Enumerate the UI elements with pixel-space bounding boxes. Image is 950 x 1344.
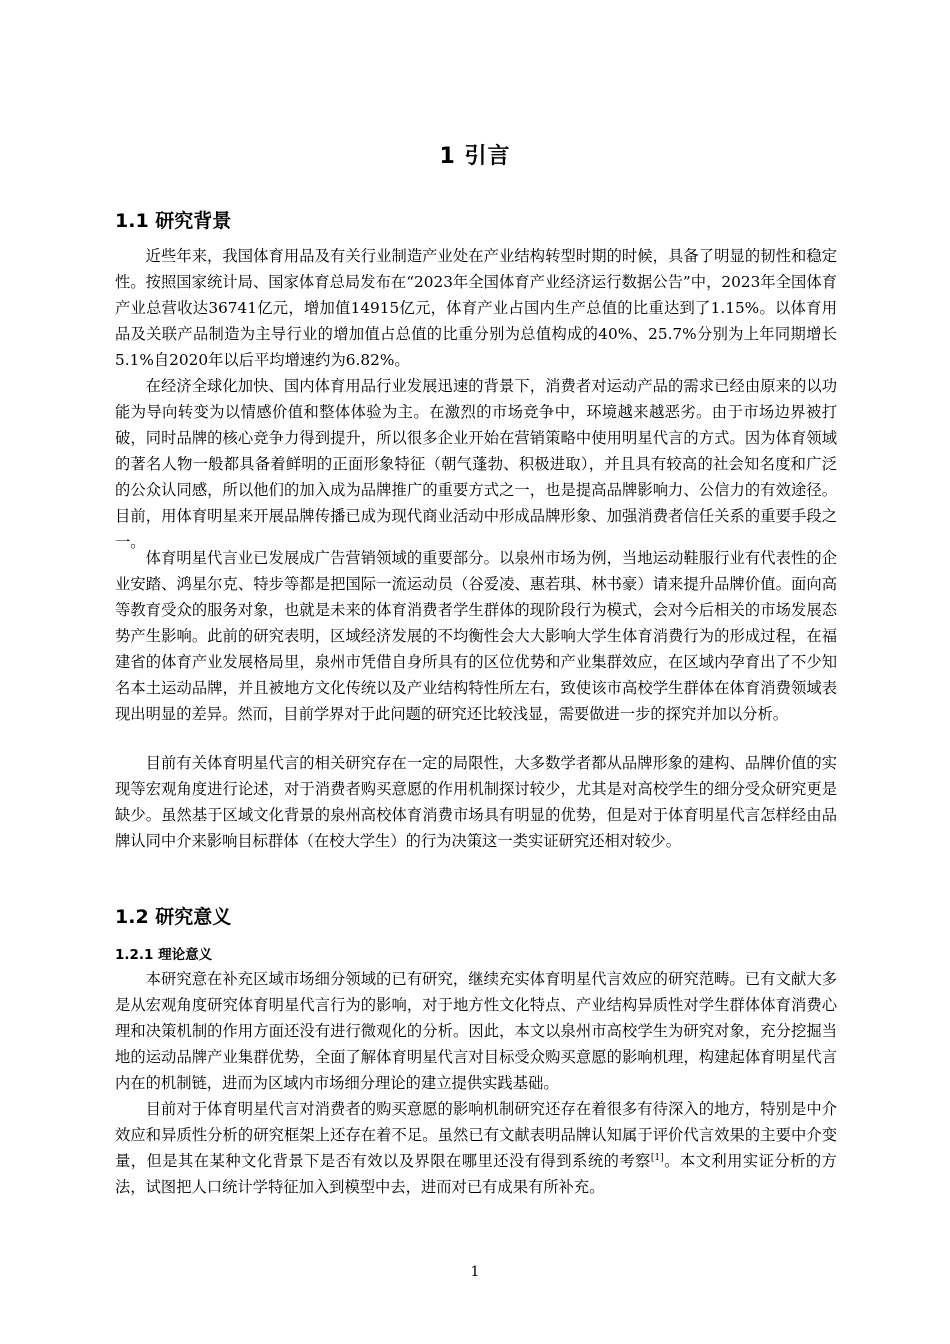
- paragraph-theoretical-1: 本研究意在补充区域市场细分领域的已有研究，继续充实体育明星代言效应的研究范畴。已有文献大多是从宏观角度研究体育明星代言行为的影响，对于地方性文化特点、产业结构异质性对学生群体体育消费心理和决策机制的作用方面还没有进行微观化的分析。因此，本文以泉州市高校学生为研究对象，充分挖掘当地的运动品牌产业集群优势，全面了解体育明星代言对目标受众购买意愿的影响机理，构建起体育明星代言内在的机制链，进而为区域内市场细分理论的建立提供实践基础。: [115, 970, 837, 1092]
- paragraph-background-3: 体育明星代言业已发展成广告营销领域的重要部分。以泉州市场为例，当地运动鞋服行业有代表性的企业安踏、鸿星尔克、特步等都是把国际一流运动员（谷爱凌、惠若琪、林书豪）请来提升品牌价值。面向高等教育受众的服务对象，也就是未来的体育消费者学生群体的现阶段行为模式，会对今后相关的市场发展态势产生影响。此前的研究表明，区域经济发展的不均衡性会大大影响大学生体育消费行为的形成过程，在福建省的体育产业发展格局里，泉州市凭借自身所具有的区位优势和产业集群效应，在区域内孕育出了不少知名本土运动品牌，并且被地方文化传统以及产业结构特性所左右，致使该市高校学生群体在体育消费领域表现出明显的差异。然而，目前学界对于此问题的研究还比较浅显，需要做进一步的探究并加以分析。: [115, 549, 837, 723]
- subsection-heading-theoretical: 1.2.1 理论意义: [115, 947, 213, 963]
- chapter-title: 1 引言: [439, 144, 511, 169]
- citation-reference: [1]: [650, 1152, 664, 1163]
- section-heading-significance: 1.2 研究意义: [115, 906, 232, 928]
- section-heading-background: 1.1 研究背景: [115, 210, 232, 232]
- paragraph-theoretical-2: [115, 1096, 837, 1200]
- paragraph-theoretical-2-tail: 。本文利用实证分析的方法，试图把人口统计学特征加入到模型中去，进而对已有成果有所补充。: [115, 1152, 837, 1196]
- paragraph-theoretical-2-text: 目前对于体育明星代言对消费者的购买意愿的影响机制研究还存在着很多有待深入的地方，特别是中介效应和异质性分析的研究框架上还存在着不足。虽然已有文献表明品牌认知属于评价代言效果的主要中介变量，但是其在某种文化背景下是否有效以及界限在哪里还没有得到系统的考察: [115, 1100, 837, 1170]
- paragraph-background-2: 在经济全球化加快、国内体育用品行业发展迅速的背景下，消费者对运动产品的需求已经由原来的以功能为导向转变为以情感价值和整体体验为主。在激烈的市场竞争中，环境越来越恶劣。由于市场边界被打破，同时品牌的核心竞争力得到提升，所以很多企业开始在营销策略中使用明星代言的方式。因为体育领域的著名人物一般都具备着鲜明的正面形象特征（朝气蓬勃、积极进取），并且具有较高的社会知名度和广泛的公众认同感，所以他们的加入成为品牌推广的重要方式之一，也是提高品牌影响力、公信力的有效途径。目前，用体育明星来开展品牌传播已成为现代商业活动中形成品牌形象、加强消费者信任关系的重要手段之一。: [115, 377, 837, 551]
- page-number: 1: [470, 1264, 480, 1280]
- paragraph-background-1: 近些年来，我国体育用品及有关行业制造产业处在产业结构转型时期的时候，具备了明显的韧性和稳定性。按照国家统计局、国家体育总局发布在“2023年全国体育产业经济运行数据公告”中，2023年全国体育产业总营收达36741亿元，增加值14915亿元，体育产业占国内生产总值的比重达到了1.15%。以体育用品及关联产品制造为主导行业的增加值占总值的比重分别为总值构成的40%、25.7%分别为上年同期增长5.1%自2020年以后平均增速约为6.82%。: [115, 247, 837, 369]
- paragraph-background-4: 目前有关体育明星代言的相关研究存在一定的局限性，大多数学者都从品牌形象的建构、品牌价值的实现等宏观角度进行论述，对于消费者购买意愿的作用机制探讨较少，尤其是对高校学生的细分受众研究更是缺少。虽然基于区域文化背景的泉州高校体育消费市场具有明显的优势，但是对于体育明星代言怎样经由品牌认同中介来影响目标群体（在校大学生）的行为决策这一类实证研究还相对较少。: [115, 754, 837, 850]
